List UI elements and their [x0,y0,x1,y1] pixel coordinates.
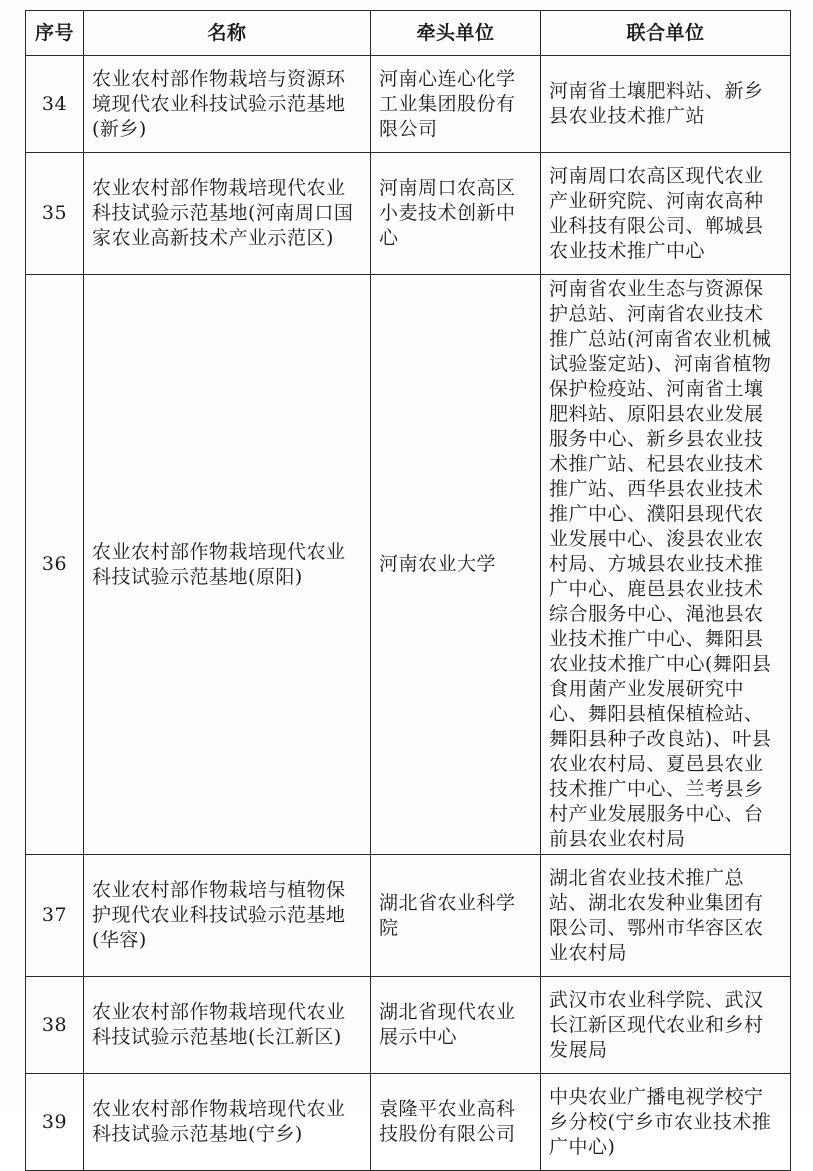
table-header-row [26,11,791,56]
row-joint-units: 河南省土壤肥料站、新乡县农业技术推广站 [541,56,791,153]
row-serial-number: 38 [26,977,84,1074]
table-row [26,56,791,153]
row-lead-unit: 河南农业大学 [371,275,541,855]
row-joint-units: 河南周口农高区现代农业产业研究院、河南农高种业科技有限公司、郸城县农业技术推广中心 [541,153,791,275]
row-joint-units: 湖北省农业技术推广总站、湖北农发种业集团有限公司、鄂州市华容区农业农村局 [541,855,791,977]
row-serial-number: 36 [26,275,84,855]
row-joint-units: 河南省农业生态与资源保护总站、河南省农业技术推广总站(河南省农业机械试验鉴定站)、河南省植物保护检疫站、河南省土壤肥料站、原阳县农业发展服务中心、新乡县农业技术推广站、杞县农业技术推广站、西华县农业技术推广中心、濮阳县现代农业发展中心、浚县农业农村局、方城县农业技术推广中心、鹿邑县农业技术综合服务中心、渑池县农业技术推广中心、舞阳县农业技术推广中心(舞阳县食用菌产业发展研究中心、舞阳县植保植检站、舞阳县种子改良站)、叶县农业农村局、夏邑县农业技术推广中心、兰考县乡村产业发展服务中心、台前县农业农村局 [541,275,791,855]
table-row [26,275,791,855]
row-lead-unit: 河南周口农高区小麦技术创新中心 [371,153,541,275]
row-base-name: 农业农村部作物栽培现代农业科技试验示范基地(长江新区) [84,977,371,1074]
row-lead-unit: 湖北省农业科学院 [371,855,541,977]
row-joint-units: 中央农业广播电视学校宁乡分校(宁乡市农业技术推广中心) [541,1074,791,1171]
row-base-name: 农业农村部作物栽培现代农业科技试验示范基地(河南周口国家农业高新技术产业示范区) [84,153,371,275]
header-name: 名称 [84,11,371,56]
table-row [26,977,791,1074]
header-lead-unit: 牵头单位 [371,11,541,56]
row-serial-number: 39 [26,1074,84,1171]
row-base-name: 农业农村部作物栽培现代农业科技试验示范基地(原阳) [84,275,371,855]
base-list-table [25,10,791,1171]
table-row [26,1074,791,1171]
header-joint-units: 联合单位 [541,11,791,56]
row-serial-number: 35 [26,153,84,275]
row-base-name: 农业农村部作物栽培现代农业科技试验示范基地(宁乡) [84,1074,371,1171]
row-lead-unit: 袁隆平农业高科技股份有限公司 [371,1074,541,1171]
row-base-name: 农业农村部作物栽培与植物保护现代农业科技试验示范基地(华容) [84,855,371,977]
table-row [26,153,791,275]
header-serial-number: 序号 [26,11,84,56]
row-serial-number: 34 [26,56,84,153]
row-lead-unit: 河南心连心化学工业集团股份有限公司 [371,56,541,153]
row-base-name: 农业农村部作物栽培与资源环境现代农业科技试验示范基地(新乡) [84,56,371,153]
row-joint-units: 武汉市农业科学院、武汉长江新区现代农业和乡村发展局 [541,977,791,1074]
table-row [26,855,791,977]
row-lead-unit: 湖北省现代农业展示中心 [371,977,541,1074]
row-serial-number: 37 [26,855,84,977]
